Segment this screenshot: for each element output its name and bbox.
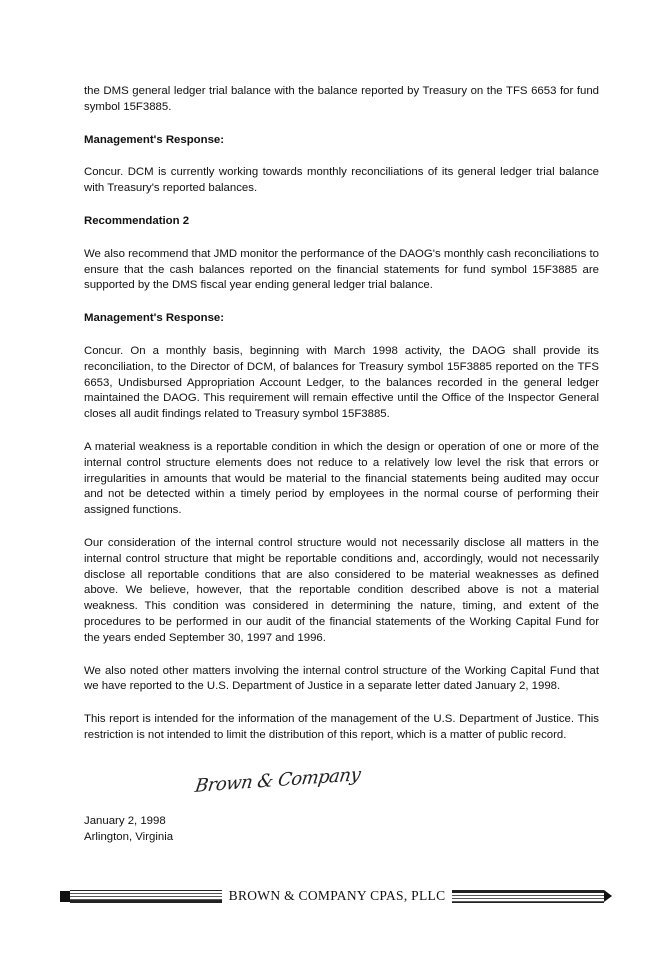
footer-right-rule bbox=[452, 890, 604, 903]
footer-arrow-icon bbox=[604, 890, 612, 902]
report-body bbox=[84, 84, 599, 744]
paragraph-material-weakness: A material weakness is a reportable condition in which the design or operation of one or more of the internal control structure elements does not reduce to a relatively low level the risk that errors or irregularities in amounts that would be material to the financial statements being audited may occur and not be detected within a timely period by employees in the normal course of performing their assigned functions. bbox=[84, 440, 599, 517]
paragraph-other-matters: We also noted other matters involving the internal control structure of the Working Capital Fund that we have reported to the U.S. Department of Justice in a separate letter dated January 2, 1998. bbox=[84, 664, 599, 693]
heading-recommendation-2: Recommendation 2 bbox=[84, 214, 190, 227]
footer-firm-name: BROWN & COMPANY CPAS, PLLC bbox=[228, 888, 446, 903]
paragraph-recommendation-2: We also recommend that JMD monitor the performance of the DAOG's monthly cash reconciliations to ensure that the cash balances reported on the financial statements for fund symbol 15F3885 are supported by the DMS fiscal year ending general ledger trial balance. bbox=[84, 247, 599, 292]
paragraph-intended-use: This report is intended for the information of the management of the U.S. Department of Justice. This restriction is not intended to limit the distribution of this report, which is a matter of public record. bbox=[84, 713, 599, 741]
signature bbox=[193, 764, 365, 810]
paragraph-consideration: Our consideration of the internal control structure would not necessarily disclose all matters in the internal control structure that might be reportable conditions and, accordingly, would not necessarily disclose all reportable conditions that are also considered to be material weaknesses as defined above. We believe, however, that the reportable condition described above is not a material weakness. This condition was considered in determining the nature, timing, and extent of the procedures to be performed in our audit of the financial statements of the Working Capital Fund for the years ended September 30, 1997 and 1996. bbox=[84, 536, 599, 644]
paragraph-continuation: the DMS general ledger trial balance with the balance reported by Treasury on the TFS 6653 for fund symbol 15F3885. bbox=[84, 85, 599, 113]
closing-location: Arlington, Virginia bbox=[84, 830, 174, 843]
paragraph-response-2: Concur. On a monthly basis, beginning with March 1998 activity, the DAOG shall provide its reconciliation, to the Director of DCM, of balances for Treasury symbol 15F3885 reported on the TFS 6653, Undisbursed Appropriation Account Ledger, to the balances recorded in the general ledger maintained the DAOG. This requirement will remain effective until the Office of the Inspector General closes all audit findings related to Treasury symbol 15F3885. bbox=[84, 344, 599, 421]
signature-text: Brown & Company bbox=[193, 764, 362, 797]
footer-letterhead bbox=[60, 886, 612, 906]
paragraph-response-1: Concur. DCM is currently working towards monthly reconciliations of its general ledger trial balance with Treasury's reported balances. bbox=[84, 166, 599, 195]
closing-block bbox=[84, 814, 173, 846]
heading-management-response-2: Management's Response: bbox=[84, 312, 225, 325]
closing-date: January 2, 1998 bbox=[84, 815, 166, 827]
footer-left-block bbox=[60, 891, 70, 902]
heading-management-response-1: Management's Response: bbox=[84, 133, 225, 146]
footer-left-rule bbox=[70, 890, 222, 903]
